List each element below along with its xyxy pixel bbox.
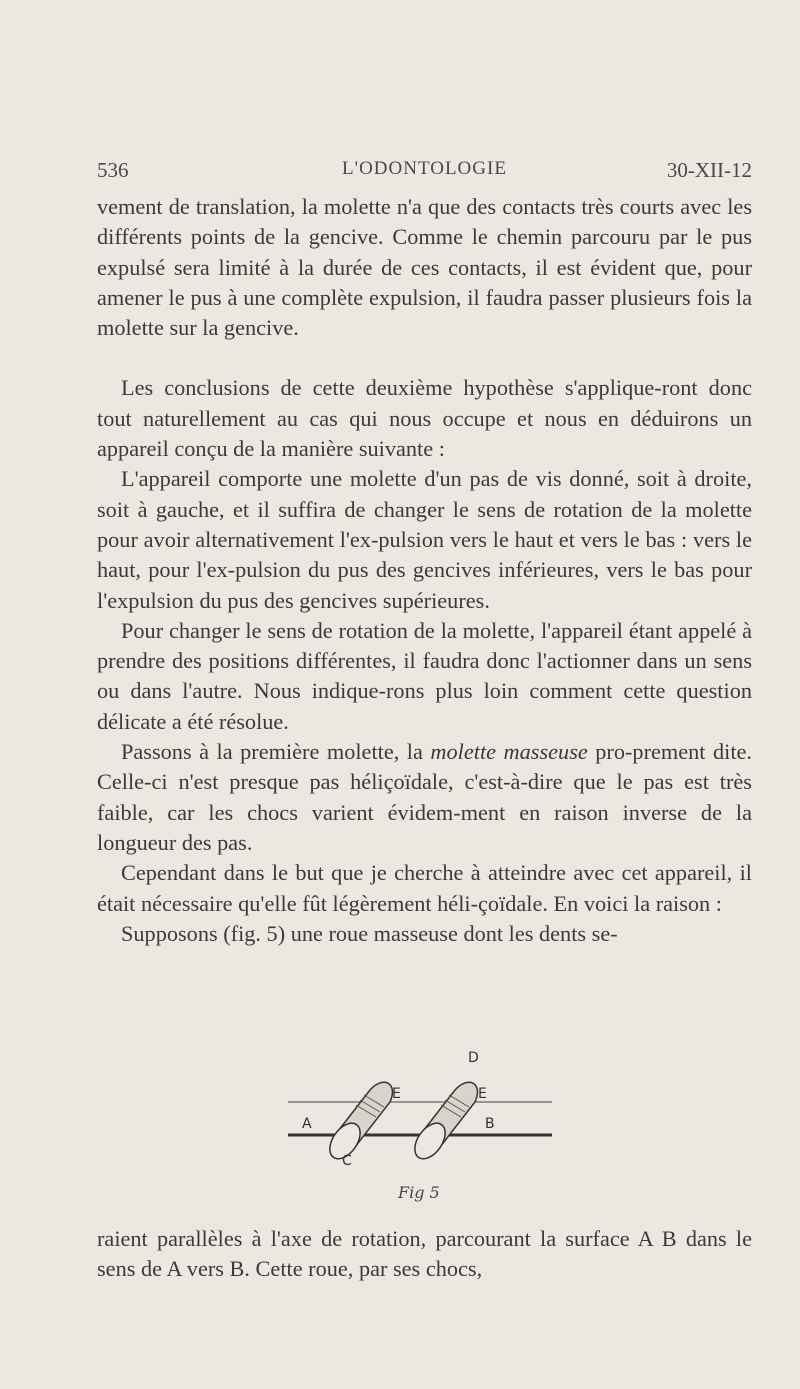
label-a: A (302, 1116, 312, 1132)
text-run: Passons à la première molette, la (121, 739, 431, 765)
roller-1 (324, 1082, 393, 1164)
body-text-continued (97, 1224, 752, 1285)
label-c: C (342, 1153, 352, 1169)
paragraph: Les conclusions de cette deuxième hypothèse s'applique-ront donc tout naturellement au cas qui nous occupe et nous en déduirons un appareil conçu de la manière suivante : (97, 375, 752, 462)
paragraph: Supposons (fig. 5) une roue masseuse dont les dents se- (121, 920, 618, 946)
text-run: pro-prement dite. Celle-ci n'est presque pas héliçoïdale, c'est-à-dire que le pas est très faible, car les chocs varient évidem-ment en raison inverse de la longueur des pas. (97, 739, 752, 855)
paragraph: Cependant dans le but que je cherche à atteindre avec cet appareil, il était nécessaire qu'elle fût légèrement héli-çoïdale. En voici la raison : (97, 860, 752, 916)
roller-2 (409, 1082, 478, 1164)
label-e-1: E (392, 1086, 401, 1102)
paragraph (97, 737, 752, 858)
paragraph: L'appareil comporte une molette d'un pas de vis donné, soit à droite, soit à gauche, et il suffira de changer le sens de rotation de la molette pour avoir alternativement l'ex-pulsion vers le haut et vers le bas : vers le haut, pour l'ex-pulsion du pus des gencives inférieures, vers le bas pour l'expulsion du pus des gencives supérieures. (97, 466, 752, 613)
label-e-2: E (478, 1086, 487, 1102)
running-header (97, 158, 752, 188)
figure-5-drawing (280, 1040, 560, 1210)
italic-term: molette masseuse (430, 739, 588, 765)
paragraph: raient parallèles à l'axe de rotation, parcourant la surface A B dans le sens de A vers B. Cette roue, par ses chocs, (97, 1226, 752, 1282)
body-text (97, 192, 752, 949)
figure-caption: Fig 5 (398, 1183, 440, 1202)
issue-date: 30-XII-12 (666, 158, 752, 182)
label-d: D (468, 1050, 479, 1066)
paragraph: vement de translation, la molette n'a que des contacts très courts avec les différents points de la gencive. Comme le chemin parcouru par le pus expulsé sera limité à la durée de ces contacts, il est évident que, pour amener le pus à une complète expulsion, il faudra passer plusieurs fois la molette sur la gencive. (97, 194, 752, 341)
journal-title: L'ODONTOLOGIE (342, 158, 507, 179)
page-number: 536 (97, 158, 129, 182)
figure-5 (280, 1040, 560, 1210)
label-b: B (485, 1116, 495, 1132)
paragraph: Pour changer le sens de rotation de la molette, l'appareil étant appelé à prendre des positions différentes, il faudra donc l'actionner dans un sens ou dans l'autre. Nous indique-rons plus loin comment cette question délicate a été résolue. (97, 617, 752, 734)
